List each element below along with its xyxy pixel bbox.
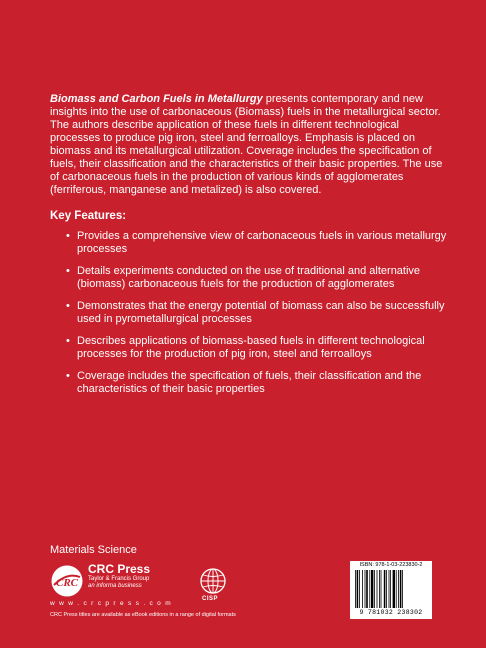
ebook-note: CRC Press titles are available as eBook editions in a range of digital formats bbox=[50, 612, 236, 618]
crc-press-logo-icon bbox=[50, 564, 84, 598]
publisher-group: Taylor & Francis Group bbox=[88, 576, 150, 583]
list-item bbox=[50, 230, 450, 256]
key-features-heading: Key Features: bbox=[50, 210, 127, 222]
cisp-label: CISP bbox=[202, 596, 219, 602]
barcode bbox=[350, 561, 432, 619]
description-text: presents contemporary and new insights into the use of carbonaceous (Biomass) fuels in the metallurgical sector. The authors describe application of these fuels in different technological processes to produce pig iron, steel and ferroalloys. Emphasis is placed on biomass and its metallurgical utilization. Coverage includes the specification of fuels, their classification and the characteristics of their basic properties. The use of carbonaceous fuels in the production of various kinds of agglomerates (ferriferous, manganese and metalized) is also covered. bbox=[50, 93, 443, 196]
crc-logo-text: CRC bbox=[55, 577, 79, 589]
globe-icon bbox=[199, 567, 227, 595]
publisher-url: w w w . c r c p r e s s . c o m bbox=[50, 600, 172, 607]
bullet-icon: • bbox=[66, 370, 70, 382]
publisher-info bbox=[88, 563, 150, 589]
list-item bbox=[50, 335, 450, 361]
feature-text: Details experiments conducted on the use of traditional and alternative (biomass) carbonaceous fuels for the production of agglomerates bbox=[77, 265, 421, 290]
feature-text: Coverage includes the specification of fuels, their classification and the characteristics of their basic properties bbox=[77, 370, 422, 395]
list-item bbox=[50, 370, 450, 396]
bullet-icon: • bbox=[66, 230, 70, 242]
bullet-icon: • bbox=[66, 265, 70, 277]
bullet-icon: • bbox=[66, 300, 70, 312]
bullet-icon: • bbox=[66, 335, 70, 347]
barcode-number: 9 781032 238302 bbox=[359, 609, 423, 616]
feature-text: Demonstrates that the energy potential of biomass can also be successfully used in pyrometallurgical processes bbox=[77, 300, 445, 325]
feature-text: Provides a comprehensive view of carbonaceous fuels in various metallurgy processes bbox=[77, 230, 447, 255]
subject-category: Materials Science bbox=[50, 544, 137, 556]
list-item bbox=[50, 300, 450, 326]
book-title: Biomass and Carbon Fuels in Metallurgy bbox=[50, 93, 263, 105]
isbn-text: ISBN: 978-1-03-223830-2 bbox=[359, 562, 423, 568]
feature-text: Describes applications of biomass-based fuels in different technological processes for the production of pig iron, steel and ferroalloys bbox=[77, 335, 425, 360]
list-item bbox=[50, 265, 450, 291]
barcode-bars-icon bbox=[352, 570, 430, 608]
publisher-tagline: an informa business bbox=[88, 582, 142, 589]
key-features-list bbox=[50, 230, 450, 405]
book-description bbox=[50, 93, 450, 197]
publisher-name: CRC Press bbox=[88, 562, 151, 576]
